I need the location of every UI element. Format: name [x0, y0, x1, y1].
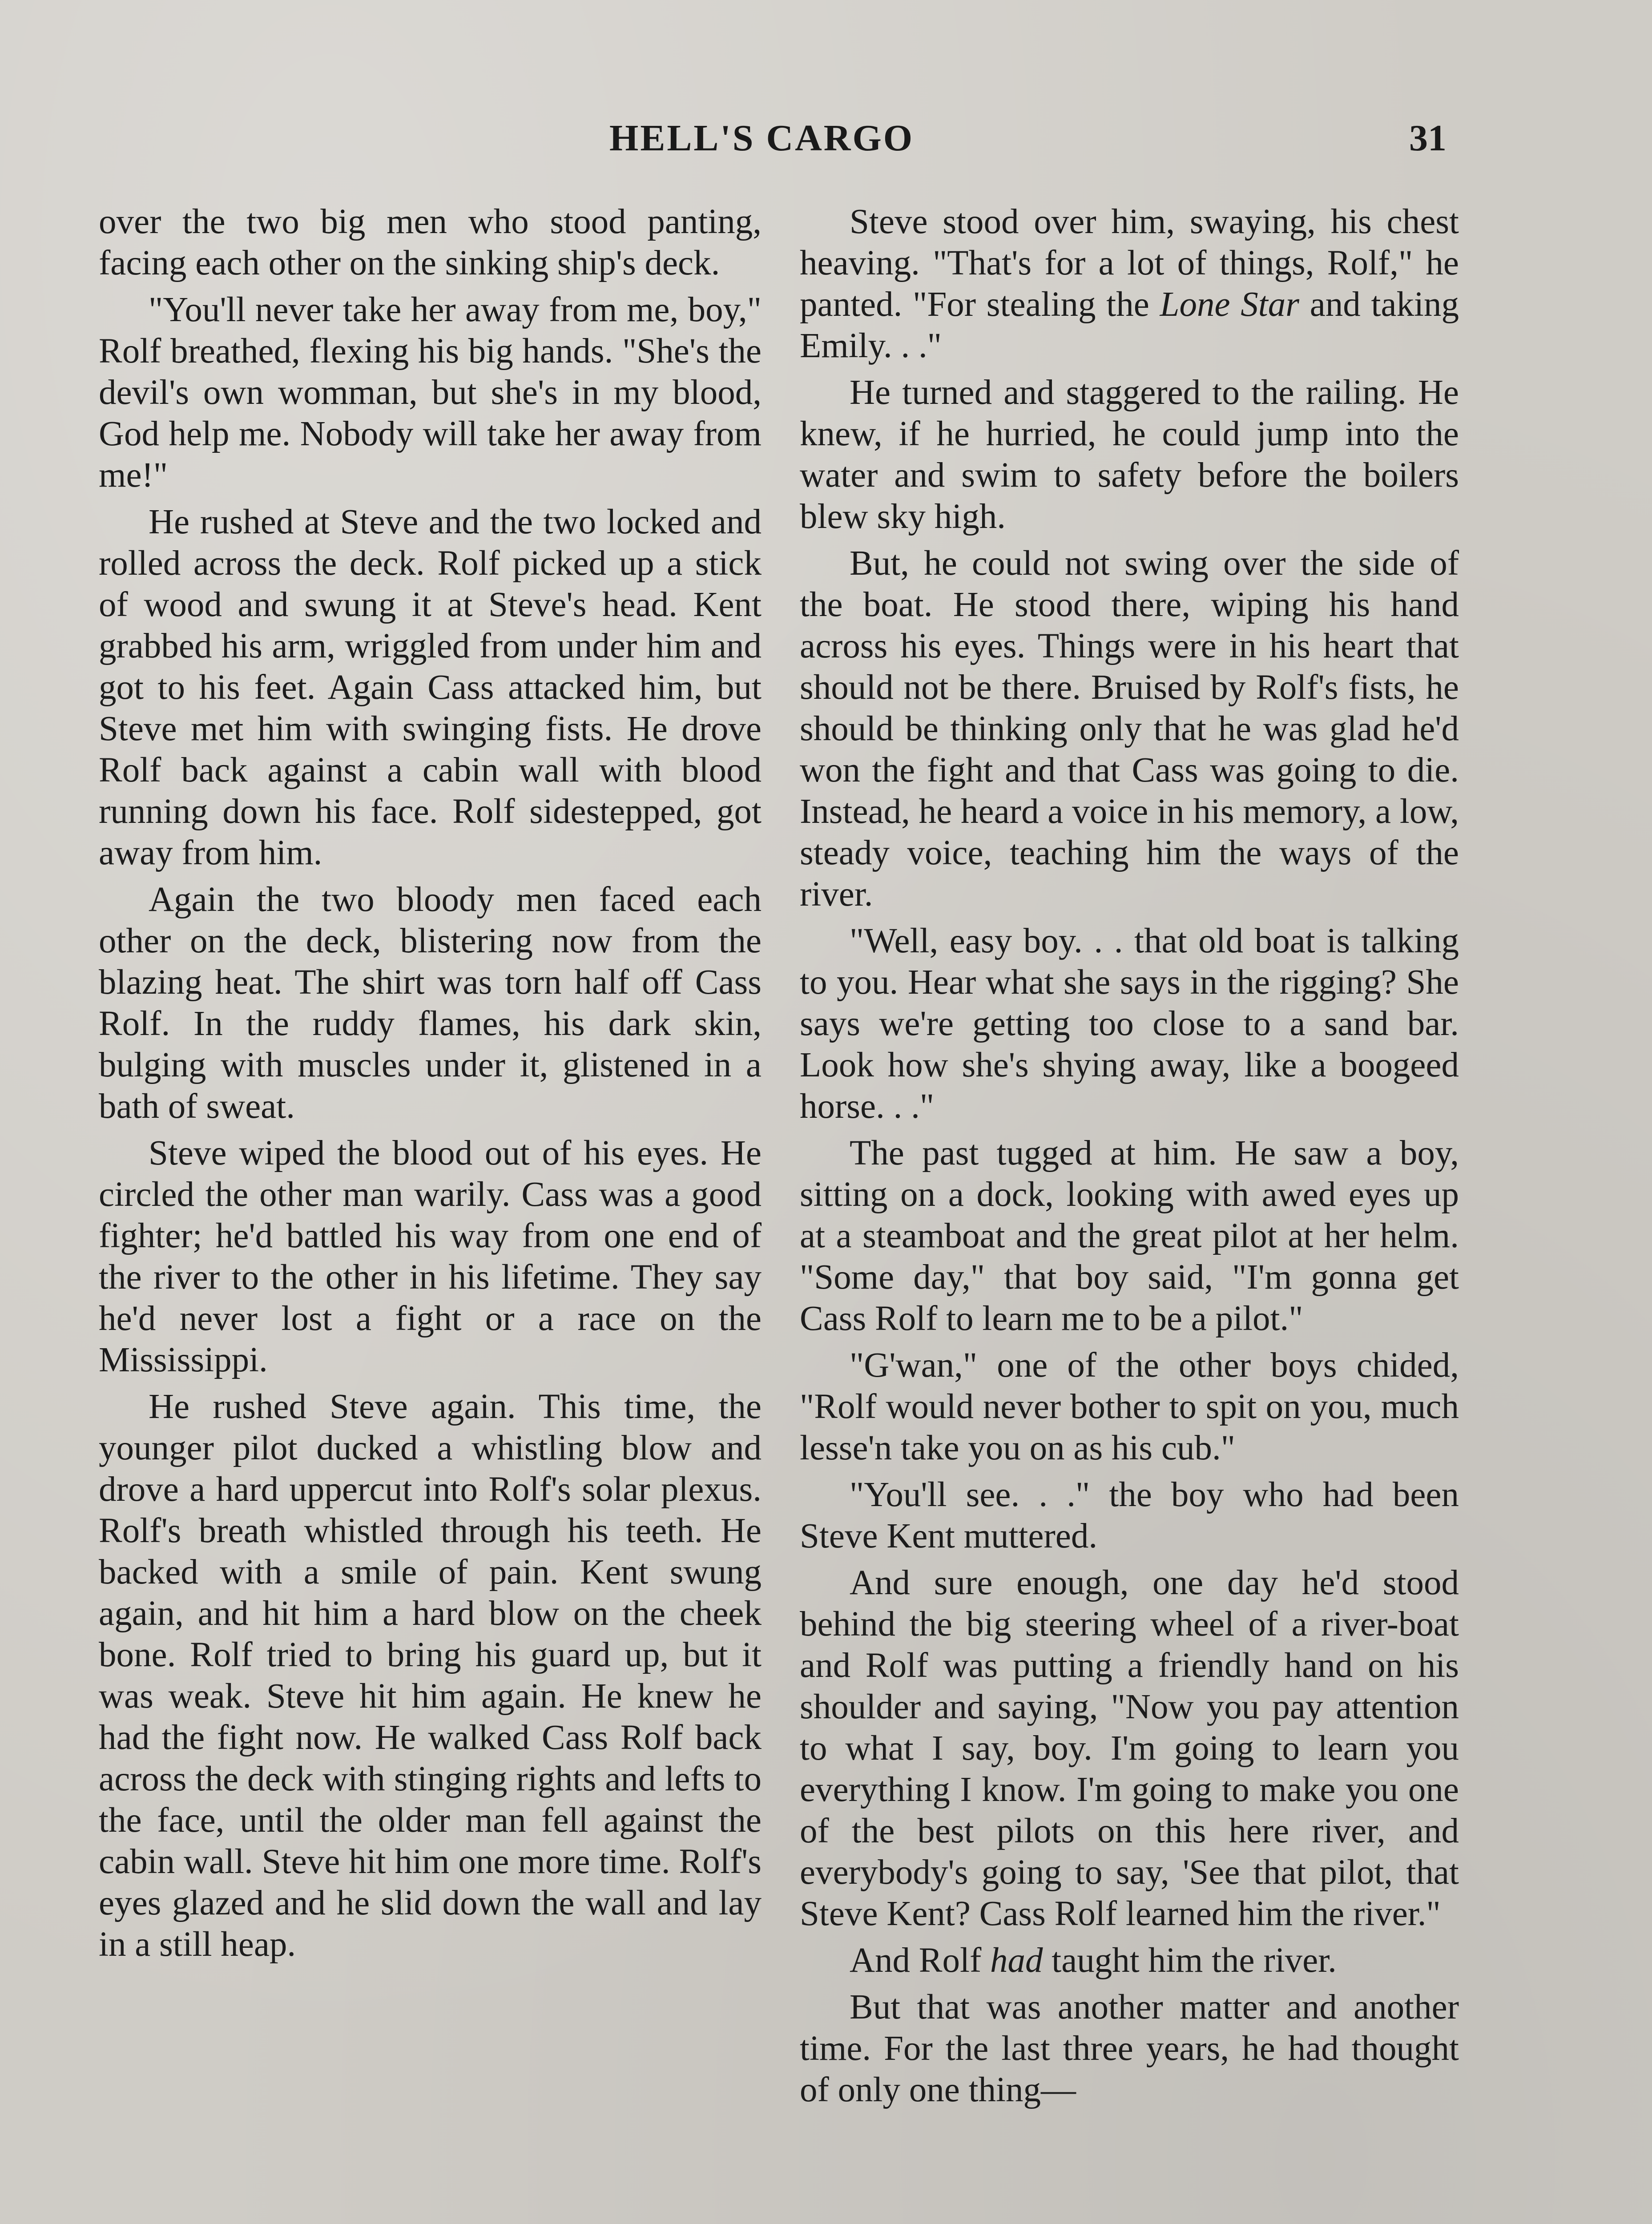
page-number: 31 [1409, 117, 1447, 159]
paragraph: And sure enough, one day he'd stood behind the big steering wheel of a river-boat and Rolf was putting a friendly hand on his shoulder and saying, "Now you pay attention to what I say, boy. I'm going to learn you everything I know. I'm going to make you one of the best pilots on this here river, and everybody's going to say, 'See that pilot, that Steve Kent? Cass Rolf learned him the river." [800, 1563, 1459, 1933]
paragraph: Again the two bloody men faced each other on the deck, blistering now from the blazing heat. The shirt was torn half off Cass Rolf. In the ruddy flames, his dark skin, bulging with muscles under it, glistened in a bath of sweat. [99, 880, 762, 1126]
paragraph: Steve stood over him, swaying, his chest heaving. "That's for a lot of things, Rolf," he panted. "For stealing the Lone Star and taking Emily. . ." [800, 202, 1459, 365]
paragraph: He rushed at Steve and the two locked and rolled across the deck. Rolf picked up a stick of wood and swung it at Steve's head. Kent grabbed his arm, wriggled from under him and got to his feet. Again Cass attacked him, but Steve met him with swinging fists. He drove Rolf back against a cabin wall with blood running down his face. Rolf sidestepped, got away from him. [99, 503, 762, 872]
paragraph: "Well, easy boy. . . that old boat is talking to you. Hear what she says in the rigging? She says we're getting too close to a sand bar. Look how she's shying away, like a boogeed horse. . ." [800, 922, 1459, 1126]
paragraph: But, he could not swing over the side of the boat. He stood there, wiping his hand across his eyes. Things were in his heart that should not be there. Bruised by Rolf's fists, he should be thinking only that he was glad he'd won the fight and that Cass was going to die. Instead, he heard a voice in his memory, a low, steady voice, teaching him the ways of the river. [800, 544, 1459, 914]
paragraph: "G'wan," one of the other boys chided, "Rolf would never bother to spit on you, much lesse'n take you on as his cub." [800, 1346, 1459, 1467]
paragraph: Steve wiped the blood out of his eyes. He circled the other man warily. Cass was a good fighter; he'd battled his way from one end of the river to the other in his lifetime. They say he'd never lost a fight or a race on the Mississippi. [99, 1134, 762, 1379]
paragraph: And Rolf had taught him the river. [850, 1941, 1337, 1980]
paragraph: But that was another matter and another time. For the last three years, he had thought of only one thing— [800, 1988, 1459, 2109]
right-text-column [800, 201, 1459, 2224]
paragraph: He turned and staggered to the railing. He knew, if he hurried, he could jump into the water and swim to safety before the boilers blew sky high. [800, 373, 1459, 536]
paragraph: over the two big men who stood panting, facing each other on the sinking ship's deck. [99, 202, 762, 282]
emphasis: had [990, 1941, 1043, 1980]
paragraph: He rushed Steve again. This time, the younger pilot ducked a whistling blow and drove a hard uppercut into Rolf's solar plexus. Rolf's breath whistled through his teeth. He backed with a smile of pain. Kent swung again, and hit him a hard blow on the cheek bone. Rolf tried to bring his guard up, but it was weak. Steve hit him again. He knew he had the fight now. He walked Cass Rolf back across the deck with stinging rights and lefts to the face, until the older man fell against the cabin wall. Steve hit him one more time. Rolf's eyes glazed and he slid down the wall and lay in a still heap. [99, 1387, 762, 1964]
boat-name: Lone Star [1160, 285, 1299, 324]
paragraph: "You'll never take her away from me, boy," Rolf breathed, flexing his big hands. "She's the devil's own womman, but she's in my blood, God help me. Nobody will take her away from me!" [99, 290, 762, 495]
running-title: HELL'S CARGO [609, 117, 915, 159]
paragraph: The past tugged at him. He saw a boy, sitting on a dock, looking with awed eyes up at a steamboat and the great pilot at her helm. "Some day," that boy said, "I'm gonna get Cass Rolf to learn me to be a pilot." [800, 1134, 1459, 1338]
paragraph: "You'll see. . ." the boy who had been Steve Kent muttered. [800, 1475, 1459, 1555]
left-text-column [99, 201, 762, 2224]
